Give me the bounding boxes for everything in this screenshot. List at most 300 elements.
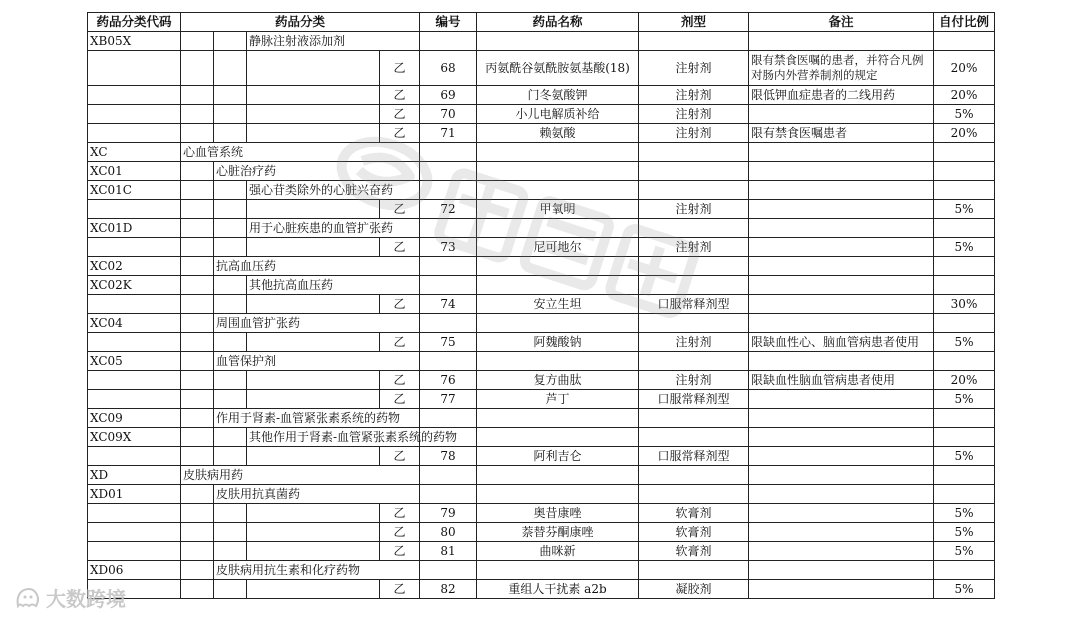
drug-row: [88, 447, 995, 466]
drug-row: [88, 542, 995, 561]
category-row: [88, 409, 995, 428]
indent-cell-1: [181, 580, 214, 599]
drug-row: [88, 295, 995, 314]
dosage-form-cell: 软膏剂: [639, 523, 749, 542]
category-row: [88, 162, 995, 181]
name-cell: [477, 485, 639, 504]
form-cell: [639, 561, 749, 580]
num-cell: 75: [420, 333, 477, 352]
empty-indent-cell: [181, 32, 214, 51]
drug-row: [88, 124, 995, 143]
table-body: [88, 32, 995, 599]
ratio-cell: 20%: [934, 124, 995, 143]
ratio-cell: [934, 352, 995, 371]
note-cell: [749, 485, 934, 504]
name-cell: [477, 181, 639, 200]
indent-cell-2: [214, 51, 247, 86]
note-cell: [749, 32, 934, 51]
empty-indent-cell: [181, 314, 214, 333]
code-cell: [88, 51, 181, 86]
note-cell: 限缺血性脑血管病患者使用: [749, 371, 934, 390]
drug-table-sheet: [87, 12, 994, 599]
indent-cell-2: [214, 200, 247, 219]
num-cell: 72: [420, 200, 477, 219]
header-form: 剂型: [639, 13, 749, 32]
form-cell: [639, 219, 749, 238]
indent-cell-3: [247, 390, 380, 409]
category-code-cell: XC01C: [88, 181, 181, 200]
ratio-cell: [934, 314, 995, 333]
note-cell: [749, 466, 934, 485]
num-cell: [420, 143, 477, 162]
category-code-cell: XC02K: [88, 276, 181, 295]
indent-cell-2: [214, 295, 247, 314]
drug-name-cell: 丙氨酰谷氨酰胺氨基酸(18): [477, 51, 639, 86]
name-cell: [477, 219, 639, 238]
header-ratio: 自付比例: [934, 13, 995, 32]
indent-cell-2: [214, 580, 247, 599]
num-cell: 69: [420, 86, 477, 105]
num-cell: [420, 466, 477, 485]
indent-cell-1: [181, 447, 214, 466]
form-cell: [639, 32, 749, 51]
num-cell: [420, 32, 477, 51]
dosage-form-cell: 注射剂: [639, 238, 749, 257]
category-code-cell: XC02: [88, 257, 181, 276]
name-cell: [477, 428, 639, 447]
num-cell: [420, 485, 477, 504]
indent-cell-2: [214, 105, 247, 124]
num-cell: [420, 314, 477, 333]
note-cell: 限低钾血症患者的二线用药: [749, 86, 934, 105]
category-row: [88, 257, 995, 276]
empty-indent-cell: [214, 428, 247, 447]
indent-cell-1: [181, 86, 214, 105]
table-header-row: [88, 13, 995, 32]
drug-name-cell: 阿魏酸钠: [477, 333, 639, 352]
ratio-cell: 5%: [934, 390, 995, 409]
note-cell: [749, 219, 934, 238]
num-cell: [420, 561, 477, 580]
indent-cell-3: [247, 504, 380, 523]
grade-cell: 乙: [380, 523, 420, 542]
ratio-cell: [934, 32, 995, 51]
empty-indent-cell: [181, 276, 214, 295]
drug-name-cell: 门冬氨酸钾: [477, 86, 639, 105]
grade-cell: 乙: [380, 200, 420, 219]
code-cell: [88, 523, 181, 542]
ratio-cell: [934, 257, 995, 276]
indent-cell-2: [214, 523, 247, 542]
category-code-cell: XC: [88, 143, 181, 162]
grade-cell: 乙: [380, 390, 420, 409]
name-cell: [477, 314, 639, 333]
category-code-cell: XC09X: [88, 428, 181, 447]
watermark-logo-text: 大数跨境: [46, 587, 126, 611]
num-cell: [420, 162, 477, 181]
category-row: [88, 143, 995, 162]
drug-name-cell: 安立生坦: [477, 295, 639, 314]
dosage-form-cell: 口服常释剂型: [639, 390, 749, 409]
note-cell: [749, 352, 934, 371]
category-code-cell: XC01: [88, 162, 181, 181]
category-row: [88, 32, 995, 51]
empty-indent-cell: [181, 409, 214, 428]
empty-indent-cell: [214, 32, 247, 51]
form-cell: [639, 485, 749, 504]
empty-indent-cell: [181, 352, 214, 371]
ratio-cell: 20%: [934, 86, 995, 105]
category-code-cell: XC01D: [88, 219, 181, 238]
ratio-cell: [934, 181, 995, 200]
note-cell: [749, 390, 934, 409]
dosage-form-cell: 软膏剂: [639, 504, 749, 523]
category-row: [88, 561, 995, 580]
category-code-cell: XD06: [88, 561, 181, 580]
note-cell: [749, 314, 934, 333]
indent-cell-2: [214, 542, 247, 561]
note-cell: [749, 181, 934, 200]
drug-name-cell: 萘替芬酮康唑: [477, 523, 639, 542]
code-cell: [88, 447, 181, 466]
grade-cell: 乙: [380, 504, 420, 523]
drug-row: [88, 200, 995, 219]
category-code-cell: XD01: [88, 485, 181, 504]
indent-cell-2: [214, 371, 247, 390]
category-row: [88, 276, 995, 295]
category-row: [88, 219, 995, 238]
category-label-cell: 其他作用于肾素-血管紧张素系统的药物: [247, 428, 420, 447]
empty-indent-cell: [181, 485, 214, 504]
grade-cell: 乙: [380, 333, 420, 352]
category-label-cell: 静脉注射液添加剂: [247, 32, 420, 51]
code-cell: [88, 105, 181, 124]
category-code-cell: XC04: [88, 314, 181, 333]
drug-name-cell: 芦丁: [477, 390, 639, 409]
header-code: 药品分类代码: [88, 13, 181, 32]
code-cell: [88, 542, 181, 561]
drug-table: [87, 12, 995, 599]
name-cell: [477, 352, 639, 371]
note-cell: [749, 447, 934, 466]
indent-cell-2: [214, 238, 247, 257]
num-cell: 78: [420, 447, 477, 466]
num-cell: 68: [420, 51, 477, 86]
empty-indent-cell: [181, 561, 214, 580]
ratio-cell: [934, 485, 995, 504]
drug-row: [88, 238, 995, 257]
note-cell: [749, 580, 934, 599]
code-cell: [88, 504, 181, 523]
category-label-cell: 周围血管扩张药: [214, 314, 420, 333]
dosage-form-cell: 口服常释剂型: [639, 447, 749, 466]
name-cell: [477, 143, 639, 162]
name-cell: [477, 466, 639, 485]
num-cell: 77: [420, 390, 477, 409]
category-code-cell: XC09: [88, 409, 181, 428]
code-cell: [88, 200, 181, 219]
note-cell: 限有禁食医嘱的患者，并符合凡例对肠内外营养制剂的规定: [749, 51, 934, 86]
drug-row: [88, 51, 995, 86]
category-row: [88, 314, 995, 333]
indent-cell-3: [247, 333, 380, 352]
category-label-cell: 用于心脏疾患的血管扩张药: [247, 219, 420, 238]
dosage-form-cell: 注射剂: [639, 333, 749, 352]
dosage-form-cell: 软膏剂: [639, 542, 749, 561]
indent-cell-1: [181, 200, 214, 219]
name-cell: [477, 162, 639, 181]
dosage-form-cell: 注射剂: [639, 124, 749, 143]
indent-cell-3: [247, 200, 380, 219]
header-category: 药品分类: [181, 13, 420, 32]
form-cell: [639, 143, 749, 162]
indent-cell-1: [181, 124, 214, 143]
note-cell: [749, 238, 934, 257]
num-cell: [420, 257, 477, 276]
code-cell: [88, 86, 181, 105]
empty-indent-cell: [181, 257, 214, 276]
category-row: [88, 466, 995, 485]
grade-cell: 乙: [380, 542, 420, 561]
num-cell: [420, 276, 477, 295]
category-row: [88, 352, 995, 371]
category-row: [88, 181, 995, 200]
ratio-cell: 5%: [934, 333, 995, 352]
name-cell: [477, 561, 639, 580]
num-cell: 70: [420, 105, 477, 124]
header-note: 备注: [749, 13, 934, 32]
ratio-cell: 5%: [934, 200, 995, 219]
category-label-cell: 皮肤用抗真菌药: [214, 485, 420, 504]
drug-name-cell: 阿利吉仑: [477, 447, 639, 466]
num-cell: 71: [420, 124, 477, 143]
indent-cell-3: [247, 295, 380, 314]
note-cell: [749, 105, 934, 124]
note-cell: [749, 257, 934, 276]
ratio-cell: 5%: [934, 504, 995, 523]
watermark-logo: [14, 583, 126, 612]
form-cell: [639, 352, 749, 371]
ratio-cell: [934, 162, 995, 181]
dosage-form-cell: 注射剂: [639, 105, 749, 124]
note-cell: [749, 542, 934, 561]
num-cell: 76: [420, 371, 477, 390]
ratio-cell: 20%: [934, 371, 995, 390]
code-cell: [88, 390, 181, 409]
drug-row: [88, 504, 995, 523]
note-cell: [749, 200, 934, 219]
empty-indent-cell: [181, 162, 214, 181]
note-cell: [749, 428, 934, 447]
note-cell: 限缺血性心、脑血管病患者使用: [749, 333, 934, 352]
grade-cell: 乙: [380, 447, 420, 466]
form-cell: [639, 181, 749, 200]
indent-cell-1: [181, 333, 214, 352]
category-label-cell: 皮肤病用药: [181, 466, 420, 485]
ratio-cell: [934, 409, 995, 428]
num-cell: [420, 219, 477, 238]
ratio-cell: 30%: [934, 295, 995, 314]
ratio-cell: 20%: [934, 51, 995, 86]
ratio-cell: [934, 143, 995, 162]
code-cell: [88, 371, 181, 390]
header-name: 药品名称: [477, 13, 639, 32]
category-label-cell: 强心苷类除外的心脏兴奋药: [247, 181, 420, 200]
note-cell: [749, 276, 934, 295]
drug-name-cell: 奥昔康唑: [477, 504, 639, 523]
drug-name-cell: 赖氨酸: [477, 124, 639, 143]
category-label-cell: 抗高血压药: [214, 257, 420, 276]
indent-cell-3: [247, 124, 380, 143]
note-cell: 限有禁食医嘱患者: [749, 124, 934, 143]
grade-cell: 乙: [380, 238, 420, 257]
form-cell: [639, 314, 749, 333]
category-label-cell: 心血管系统: [181, 143, 420, 162]
drug-row: [88, 105, 995, 124]
grade-cell: 乙: [380, 371, 420, 390]
category-label-cell: 血管保护剂: [214, 352, 420, 371]
num-cell: 82: [420, 580, 477, 599]
empty-indent-cell: [181, 219, 214, 238]
category-row: [88, 485, 995, 504]
ratio-cell: [934, 428, 995, 447]
category-code-cell: XB05X: [88, 32, 181, 51]
ghost-logo-icon: [14, 586, 42, 610]
form-cell: [639, 162, 749, 181]
category-row: [88, 428, 995, 447]
empty-indent-cell: [214, 276, 247, 295]
indent-cell-1: [181, 105, 214, 124]
empty-indent-cell: [214, 219, 247, 238]
num-cell: [420, 352, 477, 371]
note-cell: [749, 143, 934, 162]
dosage-form-cell: 注射剂: [639, 86, 749, 105]
form-cell: [639, 428, 749, 447]
category-code-cell: XD: [88, 466, 181, 485]
indent-cell-1: [181, 51, 214, 86]
num-cell: 81: [420, 542, 477, 561]
name-cell: [477, 32, 639, 51]
header-num: 编号: [420, 13, 477, 32]
indent-cell-2: [214, 447, 247, 466]
category-label-cell: 皮肤病用抗生素和化疗药物: [214, 561, 420, 580]
category-label-cell: 其他抗高血压药: [247, 276, 420, 295]
form-cell: [639, 466, 749, 485]
ratio-cell: 5%: [934, 447, 995, 466]
form-cell: [639, 276, 749, 295]
drug-name-cell: 尼可地尔: [477, 238, 639, 257]
ratio-cell: 5%: [934, 580, 995, 599]
indent-cell-3: [247, 51, 380, 86]
num-cell: 74: [420, 295, 477, 314]
drug-name-cell: 甲氧明: [477, 200, 639, 219]
note-cell: [749, 561, 934, 580]
ratio-cell: [934, 276, 995, 295]
indent-cell-3: [247, 238, 380, 257]
num-cell: [420, 409, 477, 428]
indent-cell-1: [181, 542, 214, 561]
dosage-form-cell: 口服常释剂型: [639, 295, 749, 314]
form-cell: [639, 409, 749, 428]
indent-cell-2: [214, 504, 247, 523]
drug-row: [88, 580, 995, 599]
ratio-cell: [934, 466, 995, 485]
indent-cell-2: [214, 333, 247, 352]
code-cell: [88, 333, 181, 352]
grade-cell: 乙: [380, 124, 420, 143]
code-cell: [88, 295, 181, 314]
drug-name-cell: 重组人干扰素 a2b: [477, 580, 639, 599]
indent-cell-2: [214, 124, 247, 143]
drug-name-cell: 曲咪新: [477, 542, 639, 561]
code-cell: [88, 124, 181, 143]
drug-row: [88, 333, 995, 352]
indent-cell-1: [181, 371, 214, 390]
drug-row: [88, 86, 995, 105]
num-cell: 79: [420, 504, 477, 523]
ratio-cell: 5%: [934, 105, 995, 124]
note-cell: [749, 504, 934, 523]
num-cell: [420, 181, 477, 200]
category-code-cell: XC05: [88, 352, 181, 371]
indent-cell-1: [181, 238, 214, 257]
ratio-cell: [934, 561, 995, 580]
grade-cell: 乙: [380, 105, 420, 124]
ratio-cell: 5%: [934, 523, 995, 542]
indent-cell-2: [214, 390, 247, 409]
empty-indent-cell: [181, 181, 214, 200]
dosage-form-cell: 凝胶剂: [639, 580, 749, 599]
code-cell: [88, 238, 181, 257]
indent-cell-3: [247, 447, 380, 466]
ratio-cell: 5%: [934, 542, 995, 561]
indent-cell-1: [181, 523, 214, 542]
num-cell: 73: [420, 238, 477, 257]
form-cell: [639, 257, 749, 276]
note-cell: [749, 162, 934, 181]
note-cell: [749, 295, 934, 314]
indent-cell-3: [247, 86, 380, 105]
drug-row: [88, 371, 995, 390]
indent-cell-3: [247, 105, 380, 124]
grade-cell: 乙: [380, 51, 420, 86]
ratio-cell: [934, 219, 995, 238]
name-cell: [477, 409, 639, 428]
dosage-form-cell: 注射剂: [639, 200, 749, 219]
name-cell: [477, 257, 639, 276]
indent-cell-1: [181, 390, 214, 409]
grade-cell: 乙: [380, 580, 420, 599]
indent-cell-3: [247, 542, 380, 561]
grade-cell: 乙: [380, 295, 420, 314]
note-cell: [749, 409, 934, 428]
empty-indent-cell: [214, 181, 247, 200]
indent-cell-3: [247, 580, 380, 599]
note-cell: [749, 523, 934, 542]
dosage-form-cell: 注射剂: [639, 51, 749, 86]
grade-cell: 乙: [380, 86, 420, 105]
ratio-cell: 5%: [934, 238, 995, 257]
dosage-form-cell: 注射剂: [639, 371, 749, 390]
indent-cell-3: [247, 371, 380, 390]
name-cell: [477, 276, 639, 295]
drug-row: [88, 390, 995, 409]
indent-cell-3: [247, 523, 380, 542]
category-label-cell: 作用于肾素-血管紧张素系统的药物: [214, 409, 420, 428]
indent-cell-1: [181, 504, 214, 523]
indent-cell-2: [214, 86, 247, 105]
category-label-cell: 心脏治疗药: [214, 162, 420, 181]
